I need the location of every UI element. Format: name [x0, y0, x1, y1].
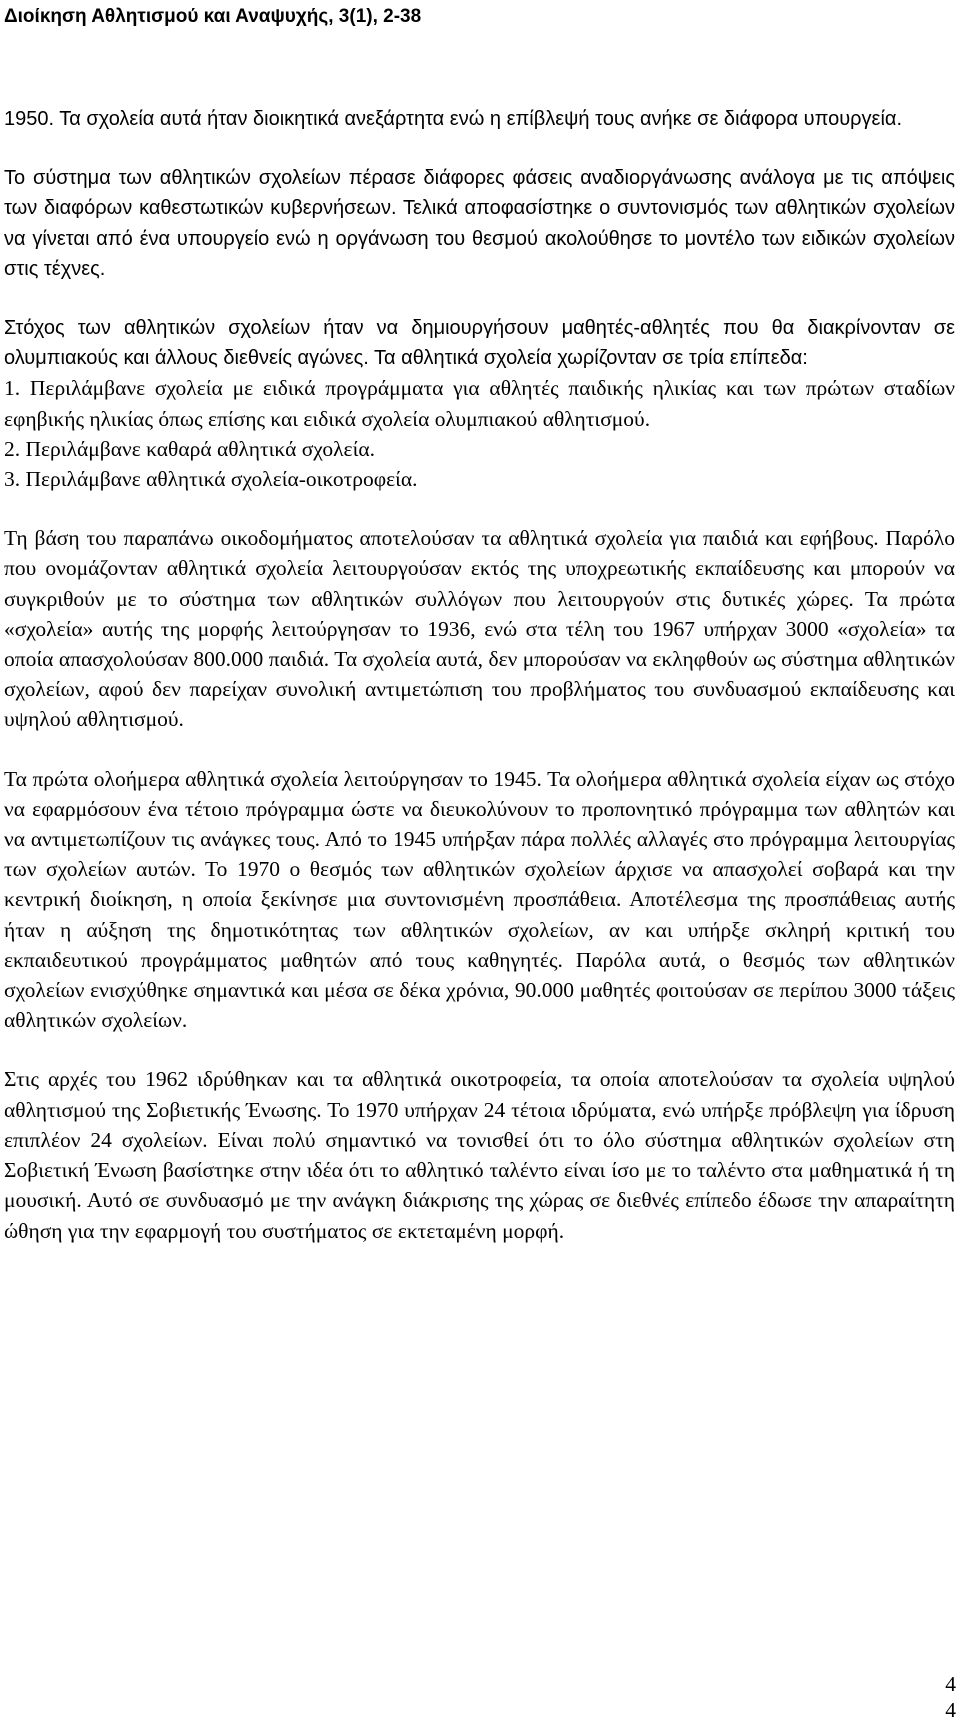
list-item-2: 2. Περιλάμβανε καθαρά αθλητικά σχολεία.	[4, 436, 375, 461]
page-number	[945, 1671, 956, 1723]
list-item-1: 1. Περιλάμβανε σχολεία με ειδικά προγράμματα για αθλητές παιδικής ηλικίας και των πρώτων σταδίων εφηβικής ηλικίας όπως επίσης και ειδικά σχολεία ολυμπιακού αθλητισμού.	[4, 376, 955, 431]
paragraph-3: Στόχος των αθλητικών σχολείων ήταν να δημιουργήσουν μαθητές-αθλητές που θα διακρίνονταν σε ολυμπιακούς και άλλους διεθνείς αγώνες. Τα αθλητικά σχολεία χωρίζονταν σε τρία επίπεδα:	[4, 317, 955, 370]
page-number-bottom: 4	[945, 1698, 956, 1722]
page-number-top: 4	[945, 1672, 956, 1696]
paragraph-6: Στις αρχές του 1962 ιδρύθηκαν και τα αθλητικά οικοτροφεία, τα οποία αποτελούσαν τα σχολεία υψηλού αθλητισμού της Σοβιετικής Ένωσης. Το 1970 υπήρχαν 24 τέτοια ιδρύματα, ενώ υπήρξε πρόβλεψη για ίδρυση επιπλέον 24 σχολείων. Είναι πολύ σημαντικό να τονισθεί ότι το όλο σύστημα αθλητικών σχολείων στη Σοβιετική Ένωση βασίστηκε στην ιδέα ότι το αθλητικό ταλέντο είναι ίσο με το ταλέντο στα μαθηματικά ή τη μουσική. Αυτό σε συνδυασμό με την ανάγκη διάκρισης της χώρας σε διεθνές επίπεδο έδωσε την απαραίτητη ώθηση για την εφαρμογή του συστήματος σε εκτεταμένη μορφή.	[4, 1067, 955, 1243]
document-body	[4, 104, 955, 1246]
paragraph-2: Το σύστημα των αθλητικών σχολείων πέρασε διάφορες φάσεις αναδιοργάνωσης ανάλογα με τις απόψεις των διαφόρων καθεστωτικών κυβερνήσεων. Τελικά αποφασίστηκε ο συντονισμός των αθλητικών σχολείων να γίνεται από ένα υπουργείο ενώ η οργάνωση του θεσμού ακολούθησε το μοντέλο των ειδικών σχολείων στις τέχνες.	[4, 167, 955, 280]
journal-header: Διοίκηση Αθλητισμού και Αναψυχής, 3(1), 2-38	[4, 6, 422, 27]
list-item-3: 3. Περιλάμβανε αθλητικά σχολεία-οικοτροφεία.	[4, 467, 418, 492]
paragraph-4: Τη βάση του παραπάνω οικοδομήματος αποτελούσαν τα αθλητικά σχολεία για παιδιά και εφήβους. Παρόλο που ονομάζονταν αθλητικά σχολεία λειτουργούσαν εκτός της υποχρεωτικής εκπαίδευσης και μπορούν να συγκριθούν με το σύστημα των αθλητικών συλλόγων που λειτουργούν στις δυτικές χώρες. Τα πρώτα «σχολεία» αυτής της μορφής λειτούργησαν το 1936, ενώ στα τέλη του 1967 υπήρχαν 3000 «σχολεία» τα οποία απασχολούσαν 800.000 παιδιά. Τα σχολεία αυτά, δεν μπορούσαν να εκληφθούν ως σύστημα αθλητικών σχολείων, αφού δεν παρείχαν συνολική αντιμετώπιση του προβλήματος του συνδυασμού εκπαίδευσης και υψηλού αθλητισμού.	[4, 526, 955, 732]
paragraph-5: Τα πρώτα ολοήμερα αθλητικά σχολεία λειτούργησαν το 1945. Τα ολοήμερα αθλητικά σχολεία είχαν ως στόχο να εφαρμόσουν ένα τέτοιο πρόγραμμα ώστε να διευκολύνουν το προπονητικό πρόγραμμα των αθλητών και να αντιμετωπίζουν τις ανάγκες τους. Από το 1945 υπήρξαν πάρα πολλές αλλαγές στο πρόγραμμα λειτουργίας των σχολείων αυτών. Το 1970 ο θεσμός των αθλητικών σχολείων άρχισε να απασχολεί σοβαρά και την κεντρική διοίκηση, η οποία ξεκίνησε μια συντονισμένη προσπάθεια. Αποτέλεσμα της προσπάθειας αυτής ήταν η αύξηση της δημοτικότητας των αθλητικών σχολείων, αν και υπήρξε σκληρή κριτική του εκπαιδευτικού προγράμματος μαθητών από τους καθηγητές. Παρόλα αυτά, ο θεσμός των αθλητικών σχολείων ενισχύθηκε σημαντικά και μέσα σε δέκα χρόνια, 90.000 μαθητές φοιτούσαν σε περίπου 3000 τάξεις αθλητικών σχολείων.	[4, 766, 955, 1033]
paragraph-1: 1950. Τα σχολεία αυτά ήταν διοικητικά ανεξάρτητα ενώ η επίβλεψή τους ανήκε σε διάφορα υπουργεία.	[4, 108, 903, 130]
